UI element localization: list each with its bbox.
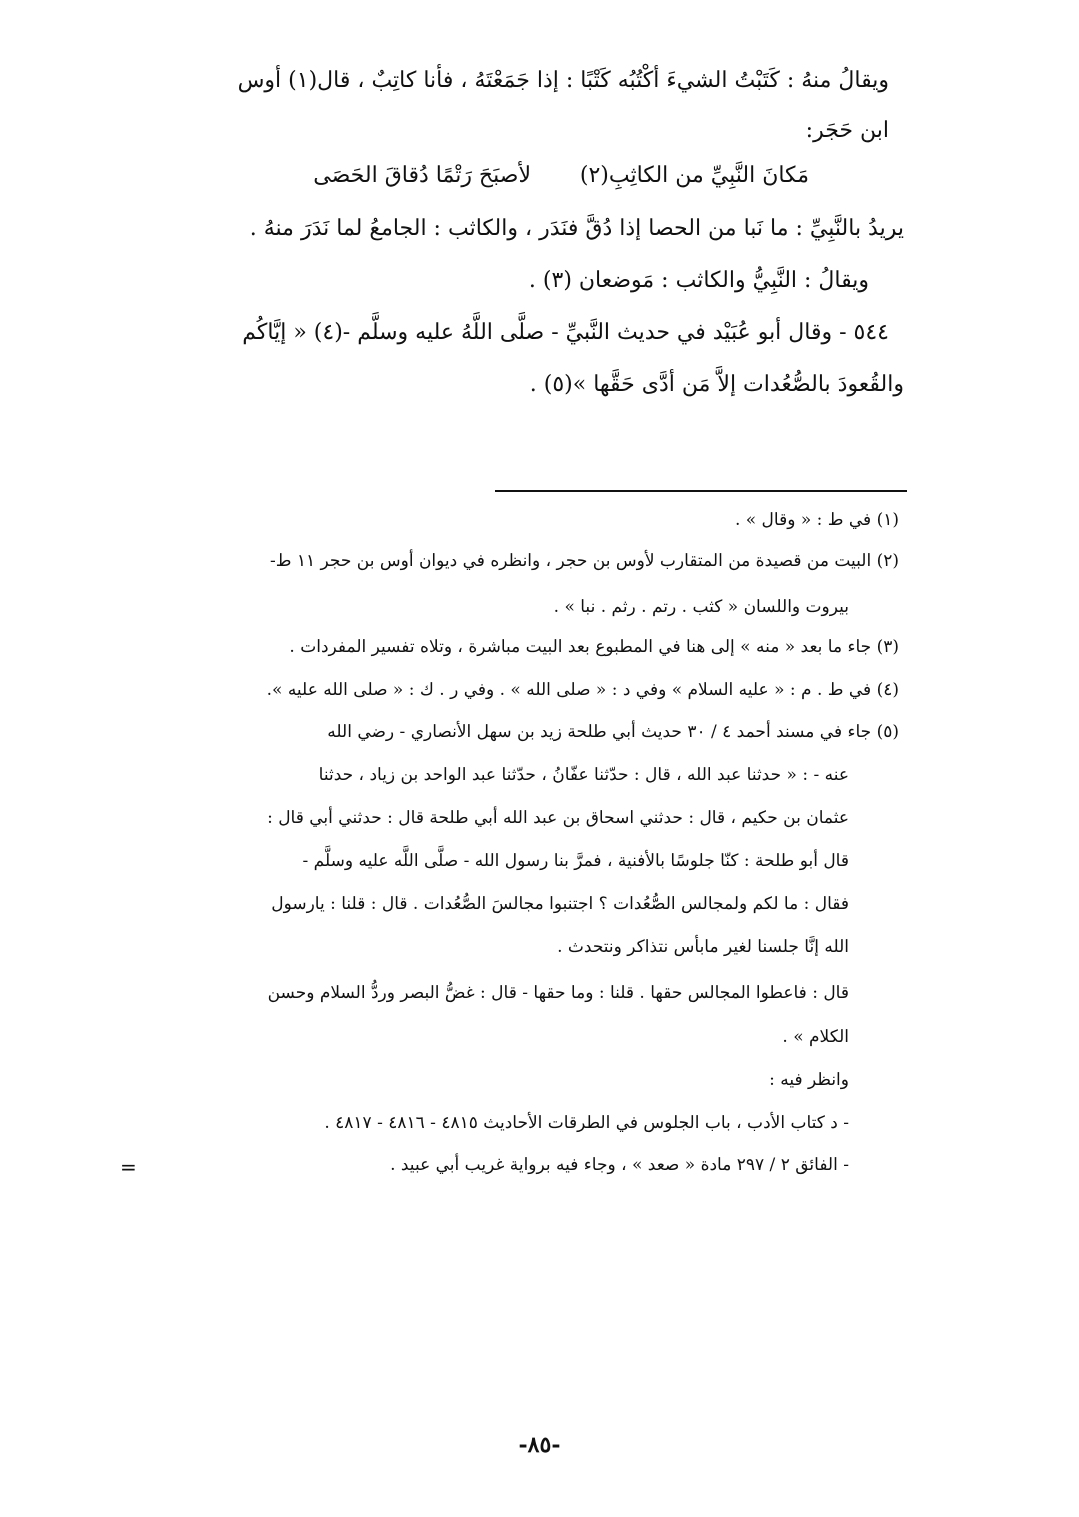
footnote-5-line-6: الله إنَّا جلسنا لغير مابأس نتذاكر ونتحدث . — [557, 937, 849, 957]
footnote-5-line-4: قال أبو طلحة : كنّا جلوسًا بالأفنية ، فمرَّ بنا رسول الله - صلَّى اللَّه عليه وسلَّم - — [302, 851, 849, 871]
main-line-5: ويقالُ : النَّبِيُّ والكاثب : مَوضعان (٣) . — [528, 268, 869, 293]
footnote-5-line-7: قال : فاعطوا المجالس حقها . قلنا : وما حقها - قال : غضُّ البصر وردُّ السلام وحسن — [267, 983, 849, 1003]
verse-second-hemistich: مَكانَ النَّبِيِّ من الكاثِبِ(٢) — [579, 163, 809, 188]
footnote-1: (١) في ط : « وقال » . — [734, 510, 899, 530]
footnote-5-line-2: عنه - : « حدثنا عبد الله ، قال : حدّثنا عفّانُ ، حدّثنا عبد الواحد بن زياد ، حدثنا — [318, 765, 849, 785]
verse-first-hemistich: لأصبَحَ رَتْمًا دُقاقَ الحَصَى — [313, 163, 531, 188]
main-line-4: يريدُ بالنَّبِيِّ : ما نَبا من الحصا إذا دُقَّ فنَدَر ، والكاثب : الجامعُ لما نَدَرَ منهُ . — [249, 216, 904, 241]
footnote-5-line-3: عثمان بن حكيم ، قال : حدثني اسحاق بن عبد الله أبي طلحة قال : حدثني أبي قال : — [267, 808, 849, 828]
footnote-2: (٢) البيت من قصيدة من المتقارب لأوس بن حجر ، وانظره في ديوان أوس بن حجر ١١ ط- — [269, 551, 899, 571]
footnote-separator — [495, 490, 907, 492]
main-line-1: ويقالُ منهُ : كَتَبْتُ الشيءَ أكْتُبُه كَتْبًا : إذا جَمَعْتَهُ ، فأنا كاتِبٌ ، قال(١) أوس — [237, 68, 889, 93]
footnote-5-line-8: الكلام » . — [782, 1027, 849, 1047]
footnote-2-continued: بيروت واللسان « كثب . رتم . رثم . نبا » . — [553, 597, 849, 617]
main-line-7: والقُعودَ بالصُّعُدات إلاَّ مَن أدَّى حَقَّها »(٥) . — [529, 372, 904, 397]
hadith-number-line: ٥٤٤ - وقال أبو عُبَيْد في حديث النَّبيِّ - صلَّى اللَّهُ عليه وسلَّم -(٤) « إيَّاكُم — [242, 320, 889, 345]
footnote-4: (٤) في ط . م : « عليه السلام » وفي د : « صلى الله » . وفي ر . ك : « صلى الله عليه ». — [266, 680, 899, 700]
footnote-5-line-5: فقال : ما لكم ولمجالس الصُّعُدات ؟ اجتنبوا مجالسَ الصُّعُدات . قال : قلنا : يارسول — [271, 894, 849, 914]
page-number: -٨٥- — [518, 1432, 561, 1458]
footnote-5-line-9: وانظر فيه : — [769, 1070, 849, 1090]
footnote-5-reference-1: - د كتاب الأدب ، باب الجلوس في الطرقات الأحاديث ٤٨١٥ - ٤٨١٦ - ٤٨١٧ . — [324, 1113, 849, 1133]
continuation-mark: = — [120, 1155, 137, 1179]
main-line-2: ابن حَجَر: — [805, 118, 889, 143]
footnote-5-reference-2: - الفائق ٢ / ٢٩٧ مادة « صعد » ، وجاء فيه برواية غريب أبي عبيد . — [390, 1155, 849, 1175]
footnote-5: (٥) جاء في مسند أحمد ٤ / ٣٠ حديث أبي طلحة زيد بن سهل الأنصاري - رضي الله — [327, 722, 899, 742]
footnote-3: (٣) جاء ما بعد « منه » إلى هنا في المطبوع بعد البيت مباشرة ، وتلاه تفسير المفردات . — [289, 637, 899, 657]
